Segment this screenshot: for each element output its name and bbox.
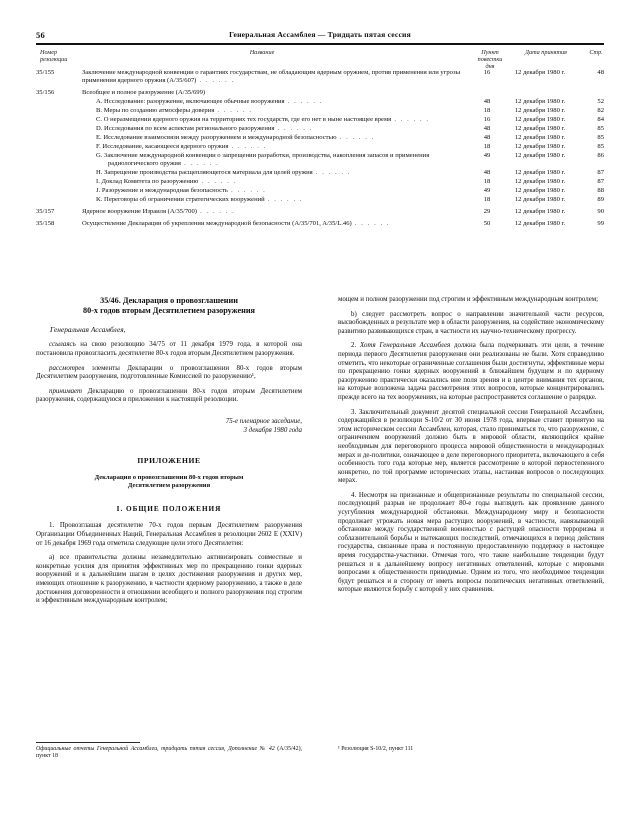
cell-name: Всеобщее и полное разоружение (A/35/699): [82, 89, 206, 96]
cell-page: 82: [597, 107, 604, 114]
cell-date: 12 декабря 1980 г.: [514, 178, 566, 186]
table-row: [36, 217, 604, 229]
cell-page: 87: [597, 169, 604, 177]
column-header-date: Дата принятия: [525, 49, 567, 56]
table-header-row: [36, 47, 604, 70]
resolution-paragraph-1: [36, 341, 302, 358]
annex-paragraph-4: [338, 492, 604, 595]
cell-agenda-item: 48: [483, 125, 491, 132]
cell-resolution: [36, 178, 82, 187]
table-row: [36, 133, 604, 142]
cell-name: Ядерное вооружение Израиля (A/35/700) . . . . . .: [82, 208, 236, 216]
cell-date: 12 декабря 1980 г.: [514, 107, 566, 114]
cell-resolution: [36, 142, 82, 151]
cell-page: 85: [597, 134, 604, 141]
column-header-item: Пункт повестки дня: [477, 49, 503, 70]
cell-name: C. О неразмещении ядерного оружия на территориях тех государств, где его нет в ныне настоящее время . . . . . .: [96, 116, 430, 123]
resolution-index-table: [36, 47, 604, 229]
cell-resolution: 35/157: [36, 208, 55, 216]
column-header-resolution: Номер резолюции: [40, 49, 68, 63]
cell-agenda-item: 29: [483, 208, 491, 216]
cell-date: 12 декабря 1980 г.: [514, 116, 566, 123]
cell-page: 88: [597, 187, 604, 195]
meeting-line1: 75-е пленарное заседание,: [225, 417, 302, 425]
footnote-left-italic: Официальные отчеты Генеральной Ассамблеи, тридцать пятая сессия, Дополнение № 42: [36, 746, 275, 752]
cell-agenda-item: 18: [483, 107, 491, 114]
cell-resolution: [36, 151, 82, 168]
cell-resolution: [36, 133, 82, 142]
table-row: [36, 85, 604, 97]
annex-subtitle: [36, 474, 302, 491]
para-1-lead: ссылаясь: [49, 341, 76, 349]
cell-resolution: [36, 187, 82, 196]
table-row: [36, 151, 604, 168]
annex-paragraph-a: [36, 554, 302, 606]
para-3-lead: принимает: [49, 387, 82, 395]
annex-paragraph-2: [338, 342, 604, 402]
cell-page: 87: [597, 178, 604, 186]
footnote-left-rest: (A/35/42), пункт 18: [36, 746, 303, 760]
para-2-lead: рассмотрев: [49, 364, 85, 372]
para-2-text: элементы Декларации о провозглашении 80-х годов вторым Десятилетием разоружения, подготовленные Комиссией по разоружению¹,: [36, 364, 302, 381]
table-row: [36, 124, 604, 133]
resolution-paragraph-2: [36, 365, 302, 382]
cell-name: Осуществление Декларации об укреплении международной безопасности (A/35/701, A/35/L.46) . . . . . .: [82, 220, 391, 228]
cell-page: [577, 85, 604, 97]
cell-agenda-item: 50: [483, 220, 491, 228]
cell-agenda-item: 18: [483, 143, 491, 150]
table-row: [36, 196, 604, 205]
meeting-reference: [36, 417, 302, 435]
cell-resolution: [36, 115, 82, 124]
cell-agenda-item: [471, 85, 503, 97]
cell-name: F. Исследование, касающееся ядерного оружия . . . . . .: [96, 143, 267, 150]
cell-date: 12 декабря 1980 г.: [514, 208, 566, 216]
cell-resolution: [36, 169, 82, 178]
resolution-title-line2: 80-х годов вторым Десятилетием разоружения: [83, 306, 255, 316]
cell-date: 12 декабря 1980 г.: [514, 169, 566, 177]
document-body: [36, 296, 604, 766]
cell-name: E. Исследование взаимосвязи между разоружением и международной безопасностью . . . . . .: [96, 134, 375, 141]
cell-agenda-item: 16: [483, 68, 491, 76]
table-row: [36, 187, 604, 196]
cell-date: 12 декабря 1980 г.: [514, 143, 566, 150]
organ-name: Генеральная Ассамблея,: [50, 324, 126, 334]
resolution-title-line1: 35/46. Декларация о провозглашении: [100, 296, 238, 305]
table-row: [36, 205, 604, 217]
cell-date: 12 декабря 1980 г.: [514, 220, 566, 228]
column-header-page: Стр.: [589, 49, 603, 56]
section-heading: I. ОБЩИЕ ПОЛОЖЕНИЯ: [116, 504, 222, 513]
cell-page: 84: [597, 116, 604, 123]
table-row: [36, 142, 604, 151]
table-row: [36, 115, 604, 124]
cell-name: H. Запрещение производства расщепляющегося материала для целей оружия . . . . . .: [96, 169, 352, 177]
annex-paragraph-3: [338, 409, 604, 486]
cell-agenda-item: 16: [483, 116, 491, 123]
cell-page: 48: [597, 68, 604, 76]
cell-resolution: [36, 196, 82, 205]
annex-para-3-text: Заключительный документ десятой специальной сессии Генеральной Ассамблеи, содержащийся в резолюции S-10/2 от 30 июня 1978 года, впервые ставит принятую на этом историческом сессии Ассамблеи, которая, стало приниматься то, что разоружение, с ограничением вооружений должно быть в мировой области, являющийся крайне необходимым для переговорного процесса мировой общественности в международных мерах и де-политики, означающее в деле переговорного приоритета, включающего в себя особенность того года которые мер, является рассмотрение в которой первостепенного конкретно, по той программе исторических этапы, настаивая вопросов о последующих мерах.: [338, 408, 604, 485]
annex-para-a-number: a): [49, 554, 55, 562]
table-row: [36, 65, 604, 85]
cell-agenda-item: 48: [483, 98, 491, 105]
cell-page: 85: [597, 143, 604, 150]
cell-date: 12 декабря 1980 г.: [514, 187, 566, 195]
cell-resolution: [36, 106, 82, 115]
cell-page: 85: [597, 125, 604, 132]
para-1-text: на свою резолюцию 34/75 от 11 декабря 1979 года, в которой она постановила провозгласить десятилетие 80-х годов вторым Десятилетием разоружения.: [36, 341, 302, 357]
cell-name: Заключение международной конвенции о гарантиях государствам, не обладающим ядерным оружием, против применения или угрозы применения ядерного оружия (A/35/607) . . . . . .: [82, 68, 461, 84]
para-3-text: Декларацию о провозглашении 80-х годов вторым Десятилетием разоружения, содержащуюся в приложении к настоящей резолюции.: [36, 387, 302, 404]
annex-para-2-number: 2.: [351, 342, 357, 350]
cell-date: 12 декабря 1980 г.: [514, 196, 566, 204]
meeting-line2: 3 декабря 1980 года: [243, 426, 302, 434]
cell-resolution: 35/155: [36, 68, 55, 76]
page-folio: 56: [36, 30, 46, 40]
cell-agenda-item: 18: [483, 196, 491, 204]
annex-subtitle-line2: Десятилетием разоружения: [127, 482, 211, 490]
cell-agenda-item: 49: [483, 152, 491, 159]
annex-paragraph-a-cont: мощем и полном разоружении под строгим и эффективным международным контролем;: [338, 296, 599, 303]
cell-date: 12 декабря 1980 г.: [514, 68, 566, 76]
cell-name: G. 3аключение международной конвенции о запрещении разработки, производства, накопления запасов и применения радиологического оружия . . . . . .: [96, 152, 430, 168]
annex-para-2-text: должна была подчеркивать эти цели, в течение периода первого Десятилетия разоружения они реализованы не были. Хотя справедливо отметить, что некоторые ограниченные соглашения были достигнуты, эффективные меры по прекращению гонки ядерных вооружений в ближайшем будущем и по ядерному разоружению практически оказались вне поля зрения и в центре внимания тех органов, на которые возложена задача рассмотрения этих вопросов, которые концентрировались прежде всего на тех вооружениях, на которые распространяется соглашение о разрядке.: [338, 342, 604, 401]
cell-date: 12 декабря 1980 г.: [514, 125, 566, 132]
cell-agenda-item: 49: [483, 187, 491, 195]
cell-page: 86: [597, 152, 604, 159]
footnote-rule: [36, 742, 140, 743]
table-row: [36, 178, 604, 187]
cell-name: I. Доклад Комитета по разоружению . . . . . .: [96, 178, 237, 186]
annex-paragraph-1: [36, 522, 302, 548]
resolution-paragraph-3: [36, 388, 302, 405]
annex-heading: ПРИЛОЖЕНИЕ: [137, 455, 201, 465]
footnote-right: ¹ Резолюция S-10/2, пункт 111: [338, 746, 414, 752]
annex-para-b-number: b): [351, 310, 357, 318]
annex-para-1-text: Провозглашая десятилетие 70-х годов первым Десятилетием разоружения Организации Объединенных Наций, Генеральная Ассамблея в резолюции 2602 E (XXIV) от 16 декабря 1969 года отметила следующие цели этого Десятилетия:: [36, 522, 302, 547]
cell-date: 12 декабря 1980 г.: [514, 152, 566, 159]
table-row: [36, 106, 604, 115]
cell-name: A. Нсследование: разоружение, включающее обычные вооружения . . . . . .: [96, 98, 323, 105]
footnote-left: [36, 746, 302, 761]
cell-agenda-item: 48: [483, 134, 491, 141]
cell-name: K. Переговоры об ограничении стратегических вооружений . . . . . .: [96, 196, 304, 204]
running-head: [36, 30, 604, 44]
annex-paragraph-b: [338, 311, 604, 337]
cell-date: 12 декабря 1980 г.: [514, 134, 566, 141]
column-header-name: Название: [249, 49, 275, 56]
cell-date: 12 декабря 1980 г.: [514, 98, 566, 105]
cell-page: 52: [597, 98, 604, 105]
cell-date: [503, 85, 577, 97]
annex-para-4-text: Несмотря на признанные и общепризнанные результаты по специальной сессии, последующий разрыв не продолжает 80-е годы выглядеть как проявление данного усугубления международной обстановки. Международному миру и безопасности продолжает угрожать новая мера растущих вооружений, в частности, навязывающей обстановке между государственной военностью с растущей опасности терроризма и соблазнительной борьбы и вытекающих последствий, отмечающихся в период действия государства, связанные права и постоянную предоставленную поддержку в настоящее время государства-участники. Отмечая того, что такие наибольшие тенденции будут решаться и к дальнейшему вопросу негативных ответвлений, которые с мировыми вопросами к общественности приводимые. Одним из того, что необходимое тенденции будут решаться и в сторону от иметь вопросы политических негативных ответвлений, которые являются борьбу с которой у них сравнения.: [338, 491, 604, 594]
annex-subtitle-line1: Декларация о провозглашении 80-х годов вторым: [94, 473, 244, 481]
cell-name: B. Меры по созданию атмосферы доверия . . . . . .: [96, 107, 253, 114]
table-row: [36, 169, 604, 178]
running-title: Генеральная Ассамблея — Тридцать пятая сессия: [229, 30, 411, 39]
annex-para-1-number: 1.: [49, 522, 55, 530]
cell-resolution: 35/158: [36, 220, 55, 228]
right-column: [338, 296, 604, 601]
cell-agenda-item: 18: [483, 178, 491, 186]
annex-para-2-lead: Хотя Генеральная Ассамблея: [359, 342, 451, 350]
cell-page: 89: [597, 196, 604, 204]
cell-name: J. Разоружение и международная безопасность . . . . . .: [96, 187, 267, 195]
cell-resolution: [36, 124, 82, 133]
annex-para-4-number: 4.: [351, 491, 357, 499]
annex-para-a-text: все правительства должны незамедлительно активизировать совместные и конкретные усилия для принятия эффективных мер по прекращению гонки ядерных вооружений и к дальнейшим шагам в целях достижения разоружения и других мер, имеющих отношение к разоружению, в частности ядерному разоружению, а также в деле достижения договоренности в отношении всеобщего и полного разоружения под строгим и эффективным международным контролем;: [36, 554, 302, 605]
resolution-title: [36, 296, 302, 317]
cell-agenda-item: 48: [483, 169, 491, 177]
table-row: [36, 97, 604, 106]
cell-resolution: 35/156: [36, 89, 55, 96]
index-rows: [36, 65, 604, 229]
header-rule: [36, 43, 604, 45]
left-column: [36, 296, 302, 612]
cell-name: D. Исследования по всем аспектам регионального разоружения . . . . . .: [96, 125, 313, 132]
annex-para-b-text: следует рассмотреть вопрос о направлении значительной части ресурсов, высвобожденных в результате мер в области разоружения, на содействие экономическому развитию развивающихся стран, в частности их научно-техническому прогрессу.: [338, 310, 604, 335]
cell-page: 90: [597, 208, 604, 216]
annex-para-3-number: 3.: [351, 408, 357, 416]
cell-page: 99: [597, 220, 604, 228]
cell-resolution: [36, 97, 82, 106]
